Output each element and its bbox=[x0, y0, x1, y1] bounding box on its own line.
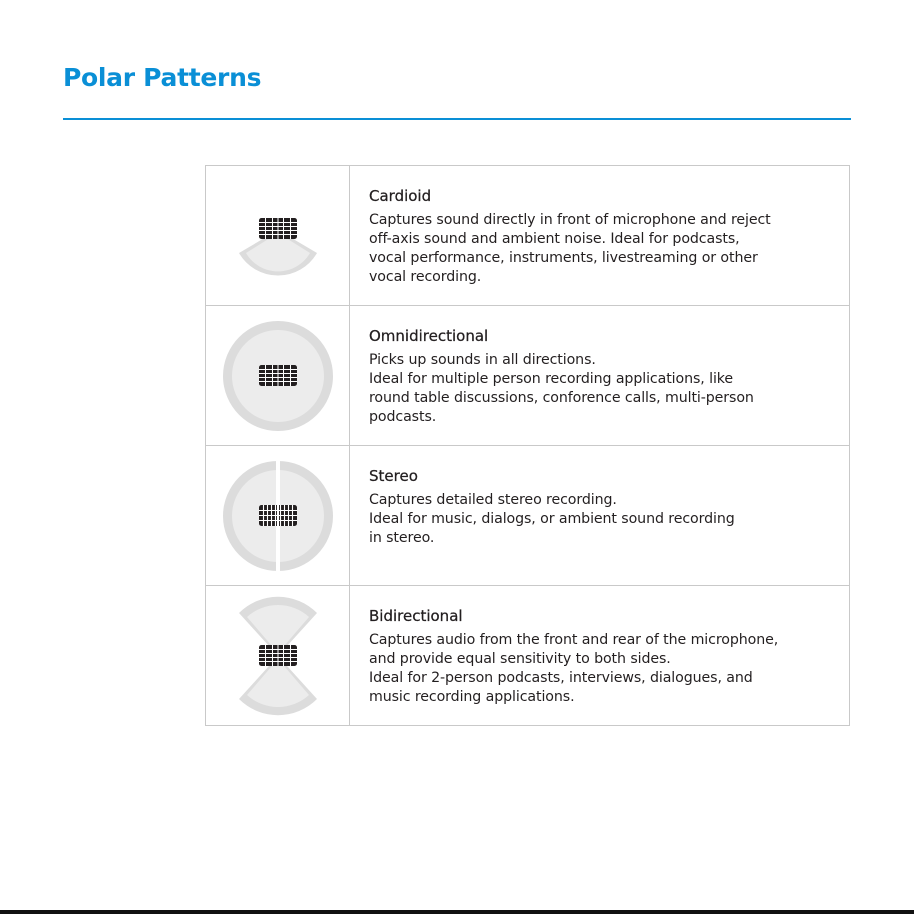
page-title: Polar Patterns bbox=[63, 63, 262, 92]
icon-cell-bidirectional bbox=[206, 586, 350, 726]
pattern-name: Cardioid bbox=[369, 187, 432, 205]
mic-grille-icon bbox=[259, 218, 297, 239]
table-row-omnidirectional bbox=[206, 306, 850, 446]
icon-cell-omnidirectional bbox=[206, 306, 350, 446]
mic-grille-icon bbox=[259, 365, 297, 386]
omnidirectional-pattern-icon bbox=[222, 320, 334, 432]
pattern-name: Omnidirectional bbox=[369, 327, 489, 345]
icon-cell-stereo bbox=[206, 446, 350, 586]
table-row-bidirectional bbox=[206, 586, 850, 726]
mic-grille-icon bbox=[259, 645, 297, 666]
pattern-name: Bidirectional bbox=[369, 607, 463, 625]
pattern-description: Captures audio from the front and rear of the microphone, and provide equal sensitivity to both sides. Ideal for 2-person podcasts, interviews, dialogues, and music recording applications. bbox=[369, 632, 779, 705]
pattern-name: Stereo bbox=[369, 467, 418, 485]
text-cell-omnidirectional bbox=[350, 306, 850, 446]
pattern-description: Captures detailed stereo recording. Ideal for music, dialogs, or ambient sound recording in stereo. bbox=[369, 492, 735, 546]
stereo-pattern-icon bbox=[222, 460, 334, 572]
pattern-description: Captures sound directly in front of microphone and reject off-axis sound and ambient noise. Ideal for podcasts, vocal performance, instruments, livestreaming or other vocal recording. bbox=[369, 212, 771, 285]
polar-patterns-table bbox=[205, 165, 850, 726]
bottom-border bbox=[0, 910, 914, 914]
text-cell-cardioid bbox=[350, 166, 850, 306]
mic-grille-icon bbox=[259, 504, 297, 527]
cardioid-pattern-icon bbox=[228, 186, 328, 286]
title-divider bbox=[63, 118, 851, 120]
text-cell-stereo bbox=[350, 446, 850, 586]
table-row-stereo bbox=[206, 446, 850, 586]
text-cell-bidirectional bbox=[350, 586, 850, 726]
icon-cell-cardioid bbox=[206, 166, 350, 306]
bidirectional-pattern-icon bbox=[228, 594, 328, 718]
table-row-cardioid bbox=[206, 166, 850, 306]
pattern-description: Picks up sounds in all directions. Ideal for multiple person recording applications, like round table discussions, conforence calls, multi-person podcasts. bbox=[369, 352, 754, 425]
